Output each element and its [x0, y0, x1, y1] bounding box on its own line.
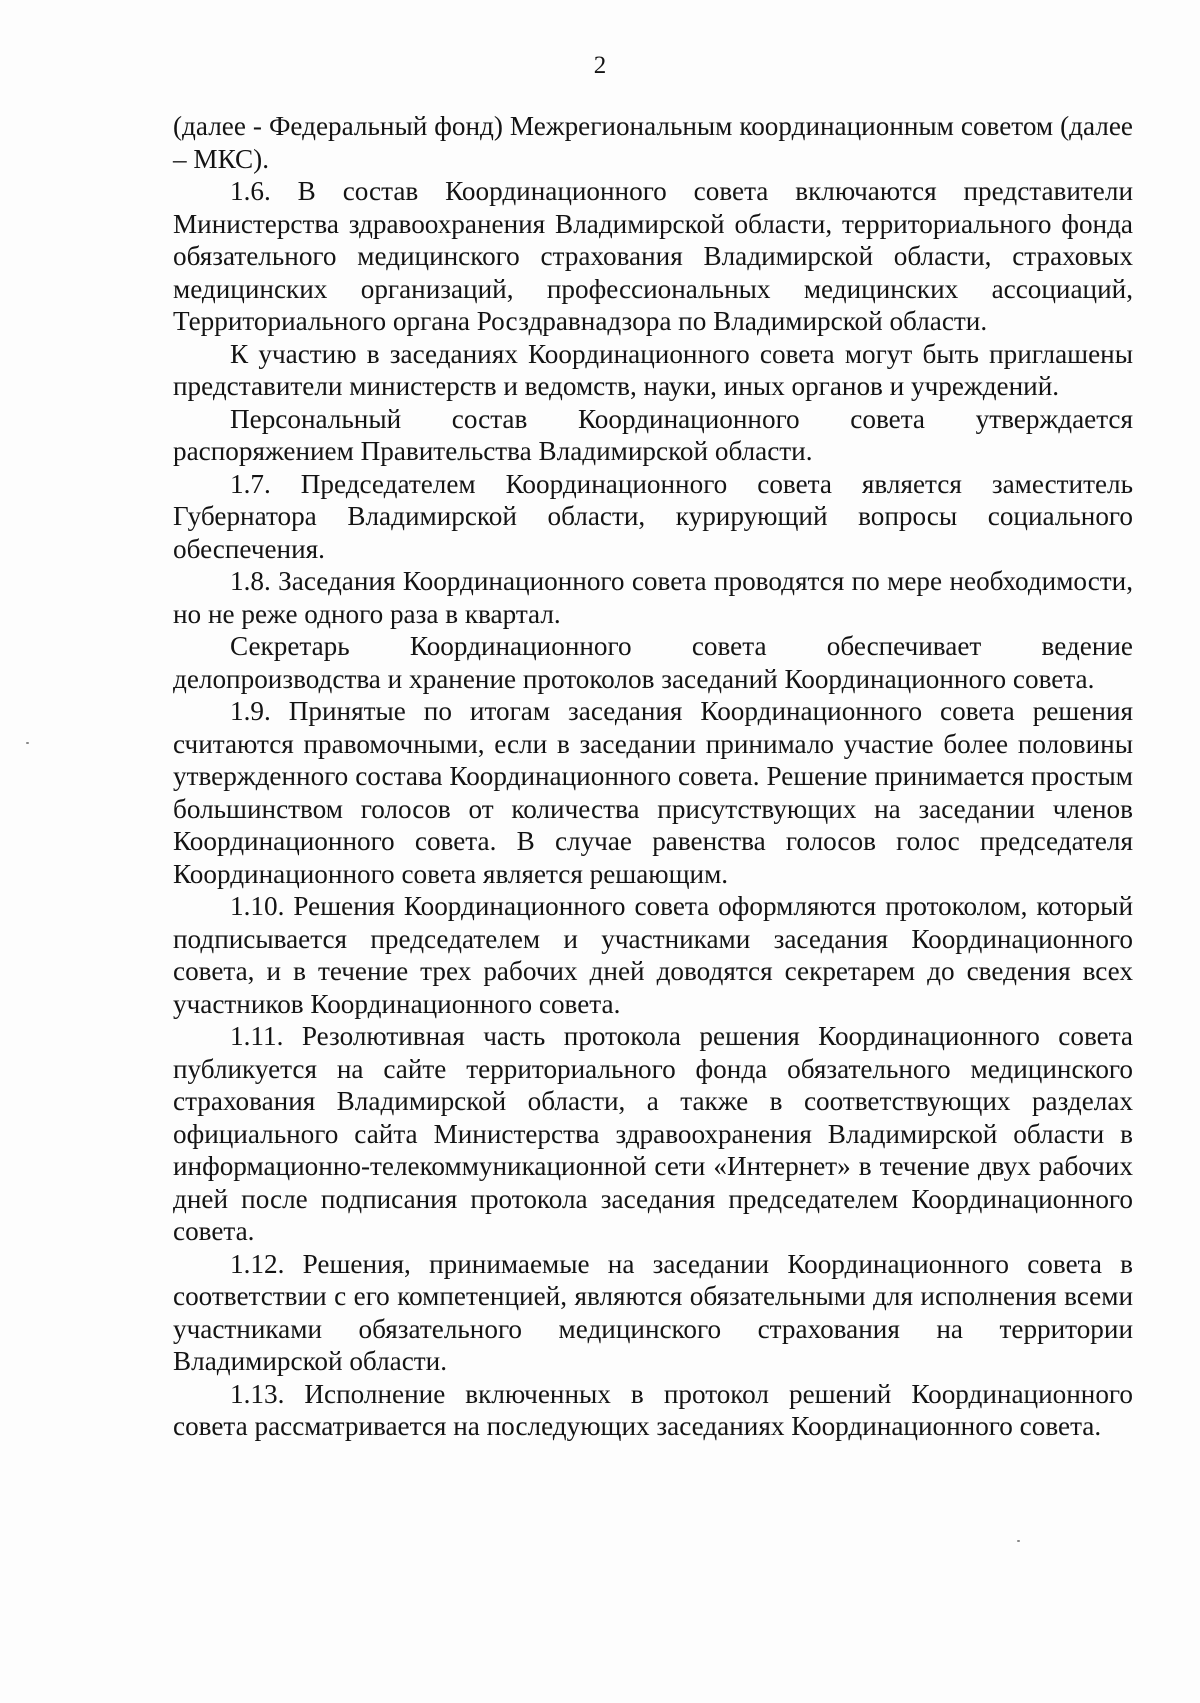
paragraph-continuation: (далее - Федеральный фонд) Межрегиональным координационным советом (далее – МКС). [173, 111, 1133, 174]
document-body [173, 110, 1133, 1443]
paragraph-1-9: 1.9. Принятые по итогам заседания Координационного совета решения считаются правомочными, если в заседании принимало участие более половины утвержденного состава Координационного совета. Решение принимается простым большинством голосов от количества присутствующих на заседании членов Координационного совета. В случае равенства голосов голос председателя Координационного совета является решающим. [173, 696, 1133, 889]
scan-speck [1017, 1540, 1020, 1542]
paragraph-1-12: 1.12. Решения, принимаемые на заседании Координационного совета в соответствии с его компетенцией, являются обязательными для исполнения всеми участниками обязательного медицинского страхования на территории Владимирской области. [173, 1248, 1133, 1376]
paragraph-1-13: 1.13. Исполнение включенных в протокол решений Координационного совета рассматривается на последующих заседаниях Координационного совета. [173, 1378, 1133, 1441]
paragraph-1-7: 1.7. Председателем Координационного совета является заместитель Губернатора Владимирской области, курирующий вопросы социального обеспечения. [173, 468, 1133, 564]
paragraph-1-11: 1.11. Резолютивная часть протокола решения Координационного совета публикуется на сайте территориального фонда обязательного медицинского страхования Владимирской области, а также в соответствующих разделах официального сайта Министерства здравоохранения Владимирской области в информационно-телекоммуникационной сети «Интернет» в течение двух рабочих дней после подписания протокола заседания председателем Координационного совета. [173, 1021, 1133, 1246]
paragraph-personal-composition: Персональный состав Координационного совета утверждается распоряжением Правительства Владимирской области. [173, 403, 1133, 466]
paragraph-1-6: 1.6. В состав Координационного совета включаются представители Министерства здравоохранения Владимирской области, территориального фонда обязательного медицинского страхования Владимирской области, страховых медицинских организаций, профессиональных медицинских ассоциаций, Территориального органа Росздравнадзора по Владимирской области. [173, 176, 1133, 336]
paragraph-invited-participants: К участию в заседаниях Координационного совета могут быть приглашены представители министерств и ведомств, науки, иных органов и учреждений. [173, 338, 1133, 401]
paragraph-secretary: Секретарь Координационного совета обеспечивает ведение делопроизводства и хранение протоколов заседаний Координационного совета. [173, 631, 1133, 694]
scan-speck [26, 742, 29, 744]
page-number: 2 [593, 52, 607, 79]
paragraph-1-8: 1.8. Заседания Координационного совета проводятся по мере необходимости, но не реже одного раза в квартал. [173, 566, 1133, 629]
paragraph-1-10: 1.10. Решения Координационного совета оформляются протоколом, который подписывается председателем и участниками заседания Координационного совета, и в течение трех рабочих дней доводятся секретарем до сведения всех участников Координационного совета. [173, 891, 1133, 1019]
